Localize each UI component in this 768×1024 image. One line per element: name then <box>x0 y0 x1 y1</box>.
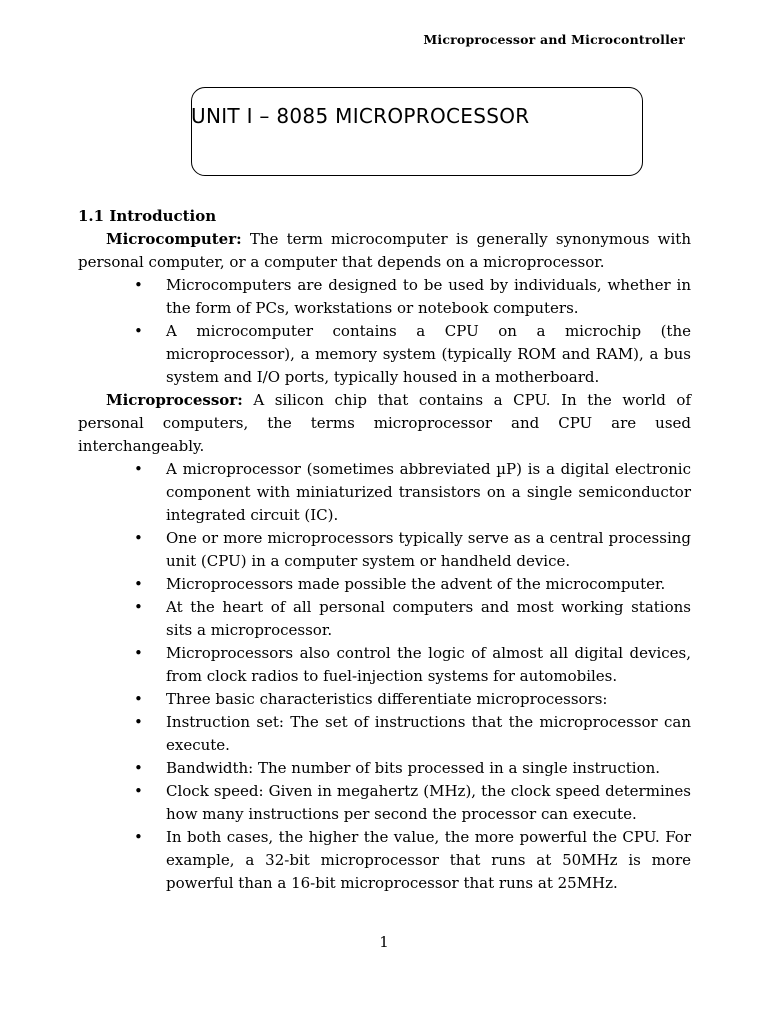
microprocessor-bullet-list <box>78 458 691 895</box>
running-header: Microprocessor and Microcontroller <box>423 32 685 47</box>
list-item <box>134 711 691 757</box>
microprocessor-definition: A silicon chip that contains a CPU. In the world of personal computers, the terms microprocessor and CPU are used interchangeably. <box>78 391 691 455</box>
bullet-icon: • <box>134 782 143 800</box>
bullet-icon: • <box>134 529 143 547</box>
list-item-text: One or more microprocessors typically serve as a central processing unit (CPU) in a computer system or handheld device. <box>166 529 691 570</box>
bullet-icon: • <box>134 644 143 662</box>
bullet-icon: • <box>134 598 143 616</box>
bullet-icon: • <box>134 828 143 846</box>
list-item-text: Microprocessors also control the logic of almost all digital devices, from clock radios to fuel-injection systems for automobiles. <box>166 644 691 685</box>
bullet-icon: • <box>134 322 143 340</box>
unit-title: UNIT I – 8085 MICROPROCESSOR <box>191 104 530 128</box>
microcomputer-term: Microcomputer: <box>106 230 242 248</box>
bullet-icon: • <box>134 276 143 294</box>
list-item-text: Instruction set: The set of instructions that the microprocessor can execute. <box>166 713 691 754</box>
list-item-text: Bandwidth: The number of bits processed in a single instruction. <box>166 759 661 777</box>
page-number: 1 <box>379 933 389 951</box>
list-item <box>134 826 691 895</box>
section-heading: 1.1 Introduction <box>78 207 217 225</box>
microprocessor-term: Microprocessor: <box>106 391 243 409</box>
microprocessor-paragraph <box>78 389 691 458</box>
bullet-icon: • <box>134 713 143 731</box>
list-item-text: At the heart of all personal computers and most working stations sits a microprocessor. <box>166 598 691 639</box>
list-item-text: A microprocessor (sometimes abbreviated µP) is a digital electronic component with miniaturized transistors on a single semiconductor integrated circuit (IC). <box>166 460 691 524</box>
body-text <box>78 205 691 895</box>
microcomputer-paragraph <box>78 228 691 274</box>
list-item <box>134 573 691 596</box>
list-item <box>134 320 691 389</box>
microcomputer-definition: The term microcomputer is generally synonymous with personal computer, or a computer that depends on a microprocessor. <box>78 230 691 271</box>
list-item-text: Clock speed: Given in megahertz (MHz), the clock speed determines how many instructions per second the processor can execute. <box>166 782 691 823</box>
list-item-text: In both cases, the higher the value, the more powerful the CPU. For example, a 32-bit microprocessor that runs at 50MHz is more powerful than a 16-bit microprocessor that runs at 25MHz. <box>166 828 691 892</box>
microcomputer-bullet-list <box>78 274 691 389</box>
list-item-text: Microcomputers are designed to be used by individuals, whether in the form of PCs, workstations or notebook computers. <box>166 276 691 317</box>
bullet-icon: • <box>134 575 143 593</box>
list-item <box>134 596 691 642</box>
bullet-icon: • <box>134 460 143 478</box>
list-item <box>134 527 691 573</box>
list-item-text: A microcomputer contains a CPU on a microchip (the microprocessor), a memory system (typically ROM and RAM), a bus system and I/O ports, typically housed in a motherboard. <box>166 322 691 386</box>
list-item-text: Three basic characteristics differentiate microprocessors: <box>166 690 608 708</box>
unit-title-box <box>191 87 643 176</box>
list-item <box>134 642 691 688</box>
list-item <box>134 688 691 711</box>
list-item <box>134 274 691 320</box>
list-item-text: Microprocessors made possible the advent of the microcomputer. <box>166 575 666 593</box>
bullet-icon: • <box>134 759 143 777</box>
list-item <box>134 757 691 780</box>
list-item <box>134 458 691 527</box>
bullet-icon: • <box>134 690 143 708</box>
list-item <box>134 780 691 826</box>
